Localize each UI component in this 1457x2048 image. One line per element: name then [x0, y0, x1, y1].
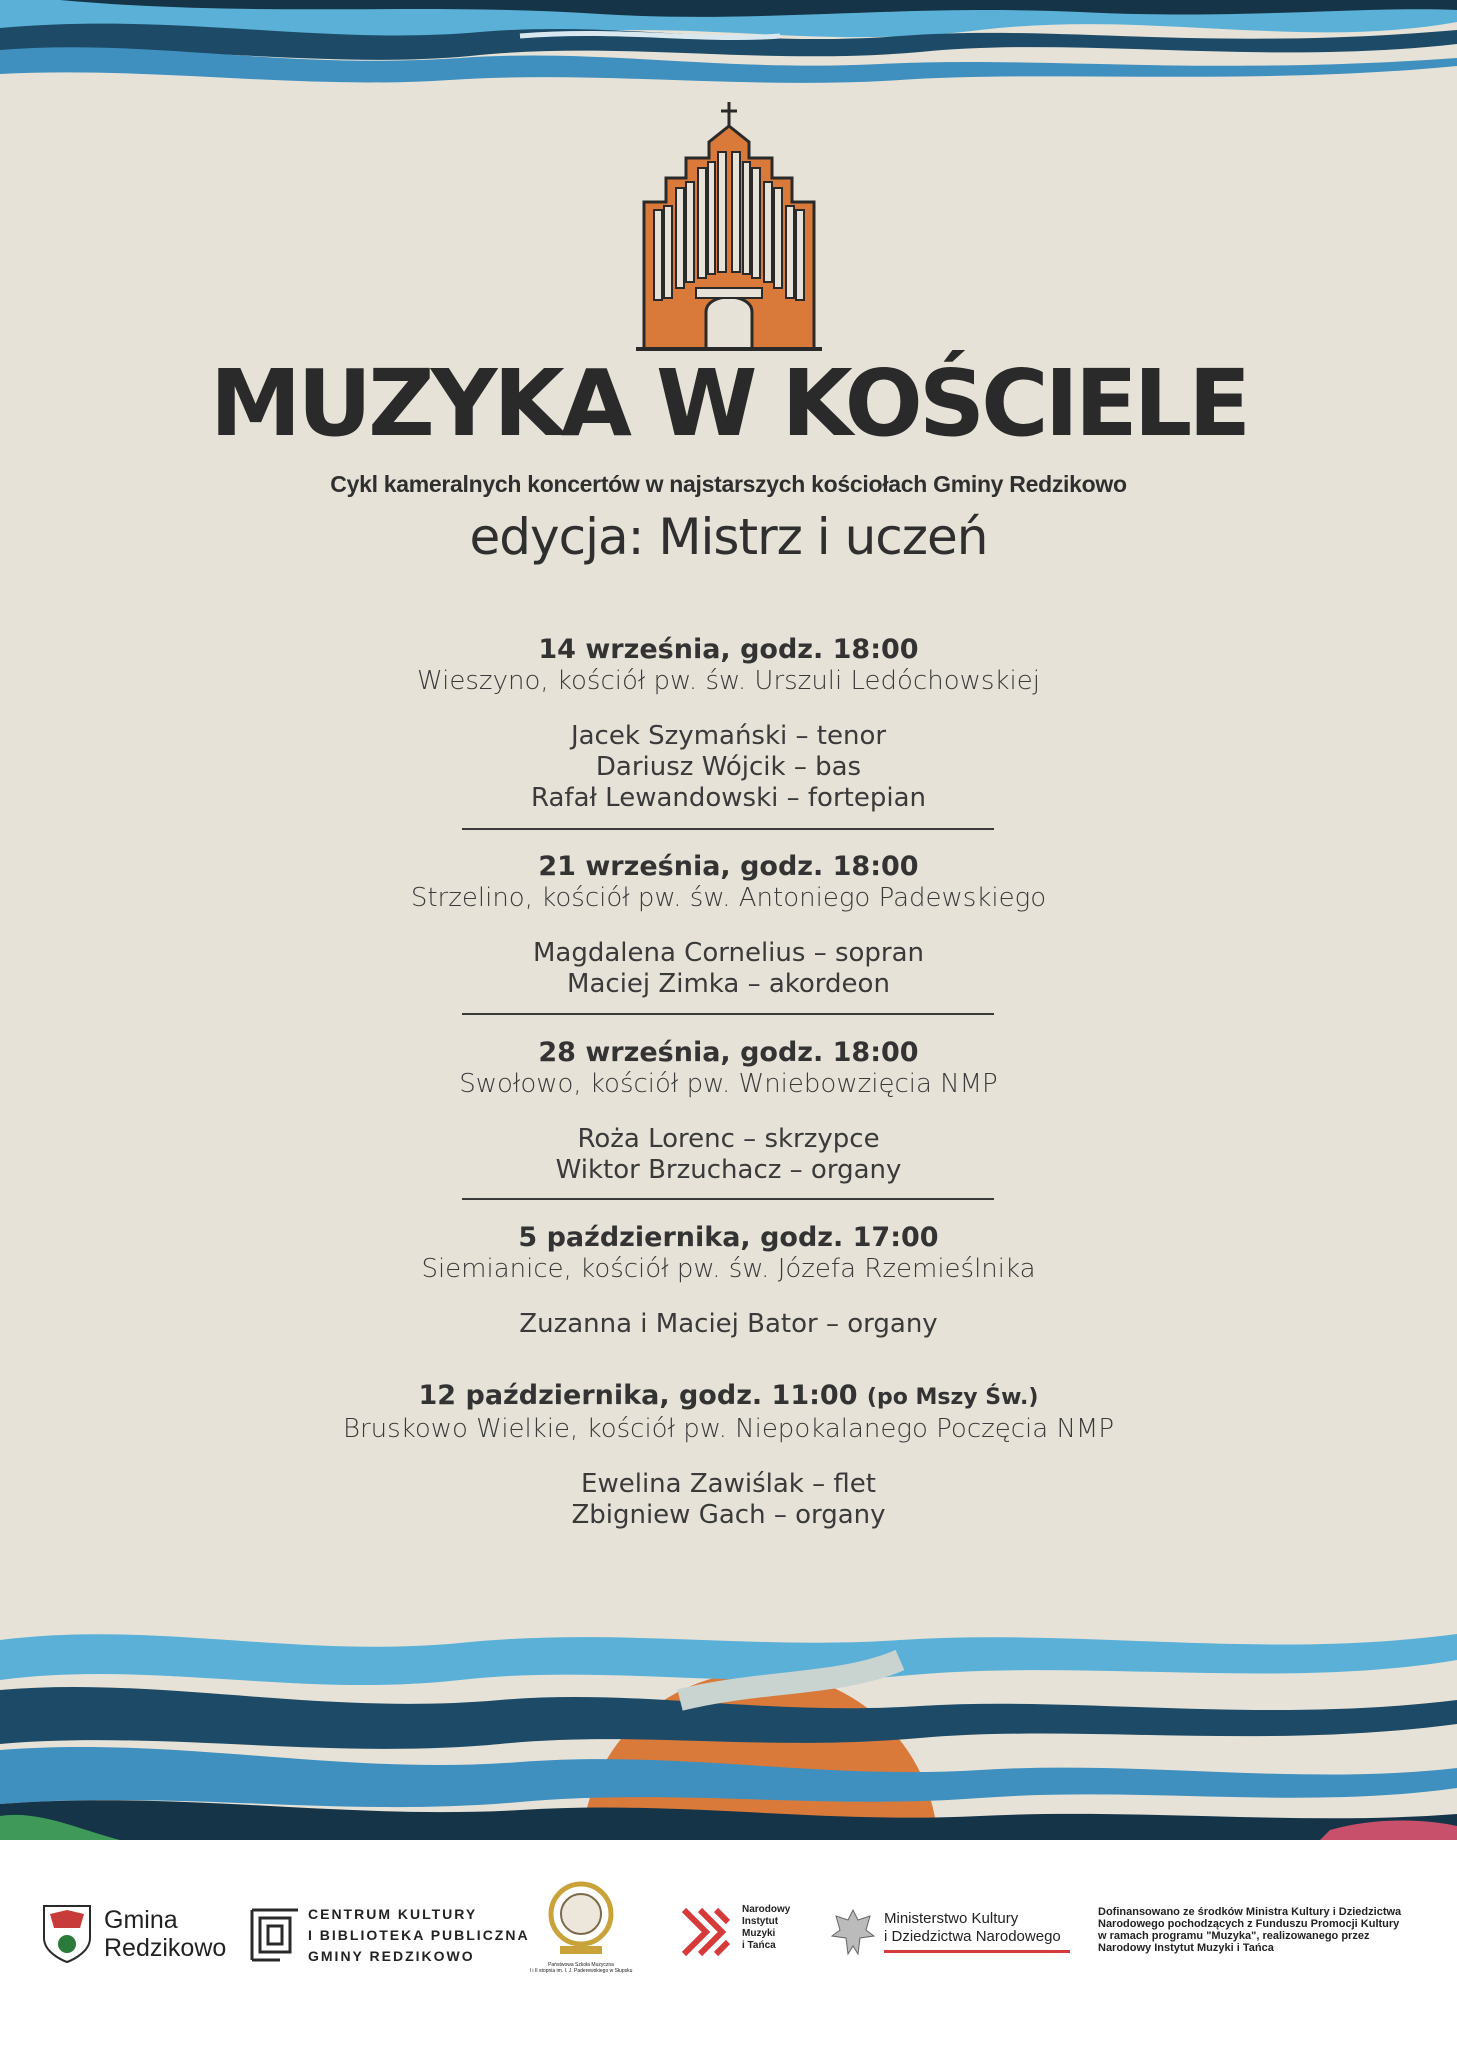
nimit-line: i Tańca — [742, 1940, 776, 1951]
ministry-text — [884, 1910, 1061, 1946]
performer: Dariusz Wójcik – bas — [595, 752, 862, 782]
performer: Zuzanna i Maciej Bator – organy — [519, 1309, 938, 1339]
concert-place: Wieszyno, kościół pw. św. Urszuli Ledóchowskiej — [417, 666, 1040, 696]
school-line: Państwowa Szkoła Muzyczna — [548, 1962, 614, 1968]
performer: Maciej Zimka – akordeon — [567, 969, 890, 999]
gmina-logo-text — [104, 1906, 226, 1962]
polish-eagle-icon — [830, 1906, 876, 1958]
concert-place: Swołowo, kościół pw. Wniebowzięcia NMP — [459, 1069, 998, 1099]
concert-divider — [462, 1198, 994, 1200]
performer-list — [0, 1309, 1457, 1340]
nimit-text — [742, 1904, 790, 1952]
concert-date: 5 października, godz. 17:00 — [518, 1222, 939, 1253]
performer: Roża Lorenc – skrzypce — [577, 1124, 880, 1154]
concert-place: Siemianice, kościół pw. św. Józefa Rzemieślnika — [421, 1254, 1036, 1284]
performer-list — [0, 1469, 1457, 1531]
nimit-line: Narodowy — [742, 1904, 791, 1915]
concert-place: Bruskowo Wielkie, kościół pw. Niepokalanego Poczęcia NMP — [342, 1414, 1115, 1444]
edition-label: edycja: Mistrz i uczeń — [469, 508, 988, 566]
concert-date: 14 września, godz. 18:00 — [538, 634, 919, 665]
concert-divider — [462, 828, 994, 830]
school-line: I i II stopnia im. I. J. Paderewskiego w Słupsku — [529, 1968, 633, 1974]
concert-note: (po Mszy Św.) — [866, 1385, 1039, 1410]
performer: Rafał Lewandowski – fortepian — [531, 783, 926, 813]
church-organ-icon — [636, 102, 822, 352]
centrum-line: CENTRUM KULTURY — [308, 1906, 478, 1922]
centrum-line: GMINY REDZIKOWO — [308, 1948, 475, 1964]
concert-entry — [0, 1380, 1457, 1531]
funding-line: Narodowy Instytut Muzyki i Tańca — [1098, 1942, 1274, 1954]
performer: Zbigniew Gach – organy — [571, 1500, 886, 1530]
poster-subtitle: Cykl kameralnych koncertów w najstarszych kościołach Gminy Redzikowo — [330, 471, 1127, 497]
ministry-line: Ministerstwo Kultury — [884, 1910, 1019, 1927]
centrum-kultury-logo-icon — [250, 1908, 300, 1962]
school-laurel-emblem-icon — [546, 1880, 616, 1956]
performer: Jacek Szymański – tenor — [570, 721, 887, 751]
ministry-red-bar — [884, 1950, 1070, 1953]
nimit-logo-icon — [680, 1904, 732, 1960]
performer: Magdalena Cornelius – sopran — [532, 938, 925, 968]
concert-date: 21 września, godz. 18:00 — [538, 851, 919, 882]
top-wave-decoration — [0, 0, 1457, 90]
poster-title: MUZYKA W KOŚCIELE — [209, 350, 1248, 457]
funding-note — [1098, 1906, 1401, 1954]
nimit-line: Instytut — [742, 1916, 779, 1927]
nimit-line: Muzyki — [742, 1928, 776, 1939]
concert-date: 12 października, godz. 11:00 — [418, 1380, 858, 1411]
concert-place: Strzelino, kościół pw. św. Antoniego Padewskiego — [410, 883, 1047, 913]
funding-line: Narodowego pochodzących z Funduszu Promocji Kultury — [1098, 1918, 1400, 1930]
concert-entry — [0, 634, 1457, 814]
concert-date-line — [0, 1380, 1457, 1414]
concert-date: 28 września, godz. 18:00 — [538, 1037, 919, 1068]
performer: Wiktor Brzuchacz – organy — [555, 1155, 902, 1185]
performer-list — [0, 938, 1457, 1000]
centrum-kultury-text — [308, 1904, 530, 1967]
bottom-wave-decoration — [0, 1620, 1457, 1840]
performer: Ewelina Zawiślak – flet — [581, 1469, 876, 1499]
concert-entry — [0, 851, 1457, 1000]
gmina-line: Gmina — [104, 1906, 178, 1934]
gmina-line: Redzikowo — [104, 1934, 227, 1962]
school-name-text — [516, 1962, 646, 1974]
concert-entry — [0, 1037, 1457, 1186]
sponsor-footer — [0, 1840, 1457, 2048]
ministry-line: i Dziedzictwa Narodowego — [884, 1928, 1061, 1945]
concert-entry — [0, 1222, 1457, 1340]
performer-list — [0, 1124, 1457, 1186]
funding-line: Dofinansowano ze środków Ministra Kultury i Dziedzictwa — [1098, 1906, 1402, 1918]
performer-list — [0, 721, 1457, 814]
gmina-coat-of-arms-icon — [42, 1904, 92, 1964]
funding-line: w ramach programu "Muzyka", realizowanego przez — [1098, 1930, 1370, 1942]
centrum-line: I BIBLIOTEKA PUBLICZNA — [308, 1927, 530, 1943]
concert-divider — [462, 1013, 994, 1015]
